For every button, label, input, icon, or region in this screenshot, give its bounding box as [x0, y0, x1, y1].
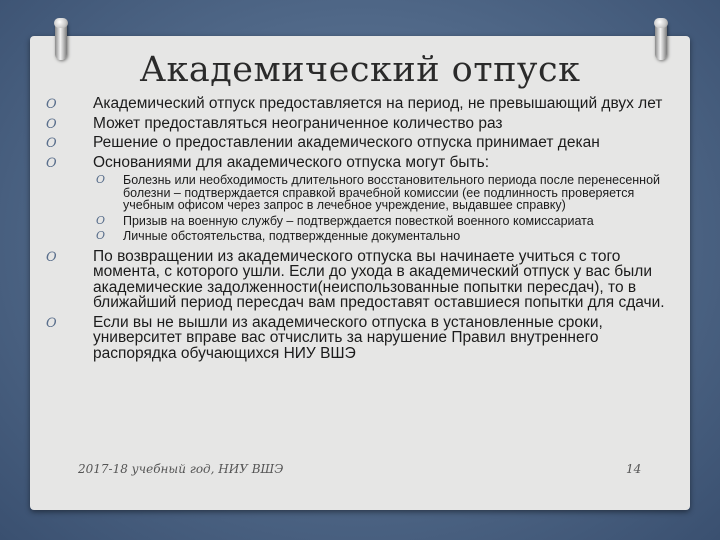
bullet-marker-icon: O — [96, 173, 106, 186]
page-number: 14 — [626, 462, 642, 476]
bullet-marker-icon: O — [96, 229, 106, 242]
bullet-marker-icon: O — [46, 116, 57, 132]
bullet-item — [46, 135, 666, 151]
bullet-item — [46, 315, 666, 362]
slide-title: Академический отпуск — [139, 50, 581, 90]
bullet-marker-icon: O — [46, 249, 57, 265]
sub-bullet-item — [96, 215, 666, 228]
bullet-marker-icon: O — [46, 97, 57, 112]
sub-bullet-text: Болезнь или необходимость длительного восстановительного периода после перенесенной болезни – подтверждается справкой врачебной комиссии (ее подлинность проверяется учебным офисом через запрос в лечебное учреждение, выдавшее справку) — [123, 173, 661, 212]
bullet-marker-icon: O — [46, 315, 57, 331]
bullet-marker-icon: O — [46, 155, 57, 171]
sub-bullet-text: Личные обстоятельства, подтвержденные документально — [123, 229, 461, 243]
footer-text: 2017-18 учебный год, НИУ ВШЭ — [78, 462, 284, 476]
bullet-text: Если вы не вышли из академического отпуска в установленные сроки, университет вправе вас отчислить за нарушение Правил внутреннего распорядка обучающихся НИУ ВШЭ — [93, 313, 603, 362]
sub-bullet-item — [96, 230, 666, 243]
bullet-item — [46, 249, 666, 311]
sub-bullet-item — [96, 174, 666, 212]
bullet-text: Основаниями для академического отпуска могут быть: — [93, 153, 490, 171]
bullet-item — [46, 96, 666, 112]
bullet-text: Академический отпуск предоставляется на период, не превышающий двух лет — [93, 95, 663, 112]
bullet-text: Решение о предоставлении академического отпуска принимает декан — [93, 134, 600, 151]
bullet-text: Может предоставляться неограниченное количество раз — [93, 114, 503, 132]
sub-bullet-list — [96, 174, 666, 243]
bullet-marker-icon: O — [46, 136, 57, 151]
bullet-item — [46, 155, 666, 171]
bullet-marker-icon: O — [96, 213, 106, 227]
bullet-text: По возвращении из академического отпуска вы начинаете учиться с того момента, с которого ушли. Если до ухода в академический отпуск у вас были академические задолженности(неиспользованные попытки пересдач), то в ближайший период пересдач вам предоставят оставшиеся попытки для сдачи. — [93, 247, 665, 311]
slide-content — [46, 96, 666, 365]
sub-bullet-text: Призыв на военную службу – подтверждается повесткой военного комиссариата — [123, 213, 594, 228]
bullet-item — [46, 116, 666, 132]
